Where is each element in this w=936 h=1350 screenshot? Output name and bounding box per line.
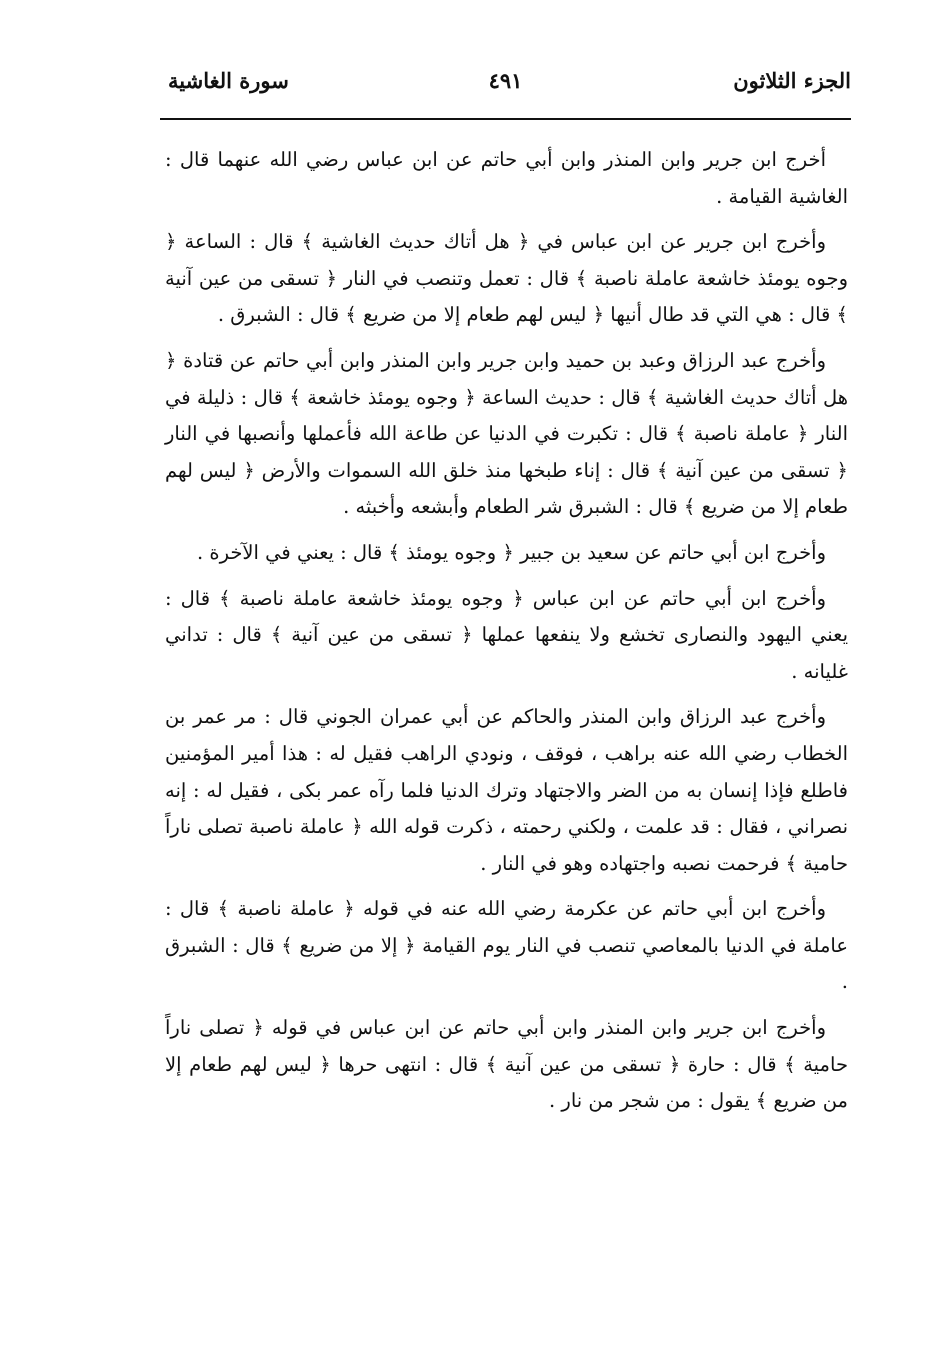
- paragraph-5: وأخرج ابن أبي حاتم عن ابن عباس ﴿ وجوه يومئذ خاشعة عاملة ناصبة ﴾ قال : يعني اليهود والنصارى تخشع ولا ينفعها عملها ﴿ تسقى من عين آنية ﴾ قال : تداني غليانه .: [165, 586, 848, 683]
- header-divider: [160, 118, 851, 120]
- paragraph-8: وأخرج ابن جرير وابن المنذر وابن أبي حاتم عن ابن عباس في قوله ﴿ تصلى ناراً حامية ﴾ قال : حارة ﴿ تسقى من عين آنية ﴾ قال : انتهى حرها ﴿ ليس لهم طعام إلا من ضريع ﴾ يقول : من شجر من نار .: [165, 1016, 848, 1113]
- page-number: ٤٩١: [488, 68, 523, 93]
- paragraph-6: وأخرج عبد الرزاق وابن المنذر والحاكم عن أبي عمران الجوني قال : مر عمر بن الخطاب رضي الله عنه براهب ، فوقف ، ونودي الراهب فقيل له : هذا أمير المؤمنين فاطلع فإذا إنسان به من الضر والاجتهاد وترك الدنيا فلما رآه عمر بكى ، فقيل له : إنه نصراني ، فقال : قد علمت ، ولكني رحمته ، ذكرت قوله الله ﴿ عاملة ناصبة تصلى ناراً حامية ﴾ فرحمت نصبه واجتهاده وهو في النار .: [165, 705, 848, 875]
- paragraph-1: أخرج ابن جرير وابن المنذر وابن أبي حاتم عن ابن عباس رضي الله عنهما قال : الغاشية القيامة .: [165, 148, 848, 208]
- paragraph-4: وأخرج ابن أبي حاتم عن سعيد بن جبير ﴿ وجوه يومئذ ﴾ قال : يعني في الآخرة .: [197, 540, 826, 564]
- part-title: الجزء الثلاثون: [733, 68, 851, 93]
- surah-title: سورة الغاشية: [168, 68, 289, 93]
- paragraph-2: وأخرج ابن جرير عن ابن عباس في ﴿ هل أتاك حديث الغاشية ﴾ قال : الساعة ﴿ وجوه يومئذ خاشعة عاملة ناصبة ﴾ قال : تعمل وتنصب في النار ﴿ تسقى من عين آنية ﴾ قال : هي التي قد طال أنيها ﴿ ليس لهم طعام إلا من ضريع ﴾ قال : الشبرق .: [165, 230, 848, 327]
- page-body: [165, 142, 848, 1120]
- paragraph-7: وأخرج ابن أبي حاتم عن عكرمة رضي الله عنه في قوله ﴿ عاملة ناصبة ﴾ قال : عاملة في الدنيا بالمعاصي تنصب في النار يوم القيامة ﴿ إلا من ضريع ﴾ قال : الشبرق .: [165, 897, 848, 994]
- paragraph-3: وأخرج عبد الرزاق وعبد بن حميد وابن جرير وابن المنذر وابن أبي حاتم عن قتادة ﴿ هل أتاك حديث الغاشية ﴾ قال : حديث الساعة ﴿ وجوه يومئذ خاشعة ﴾ قال : ذليلة في النار ﴿ عاملة ناصبة ﴾ قال : تكبرت في الدنيا عن طاعة الله فأعملها وأنصبها في النار ﴿ تسقى من عين آنية ﴾ قال : إناء طبخها منذ خلق الله السموات والأرض ﴿ ليس لهم طعام إلا من ضريع ﴾ قال : الشبرق شر الطعام وأبشعه وأخبثه .: [165, 348, 848, 519]
- page-header: [160, 62, 851, 112]
